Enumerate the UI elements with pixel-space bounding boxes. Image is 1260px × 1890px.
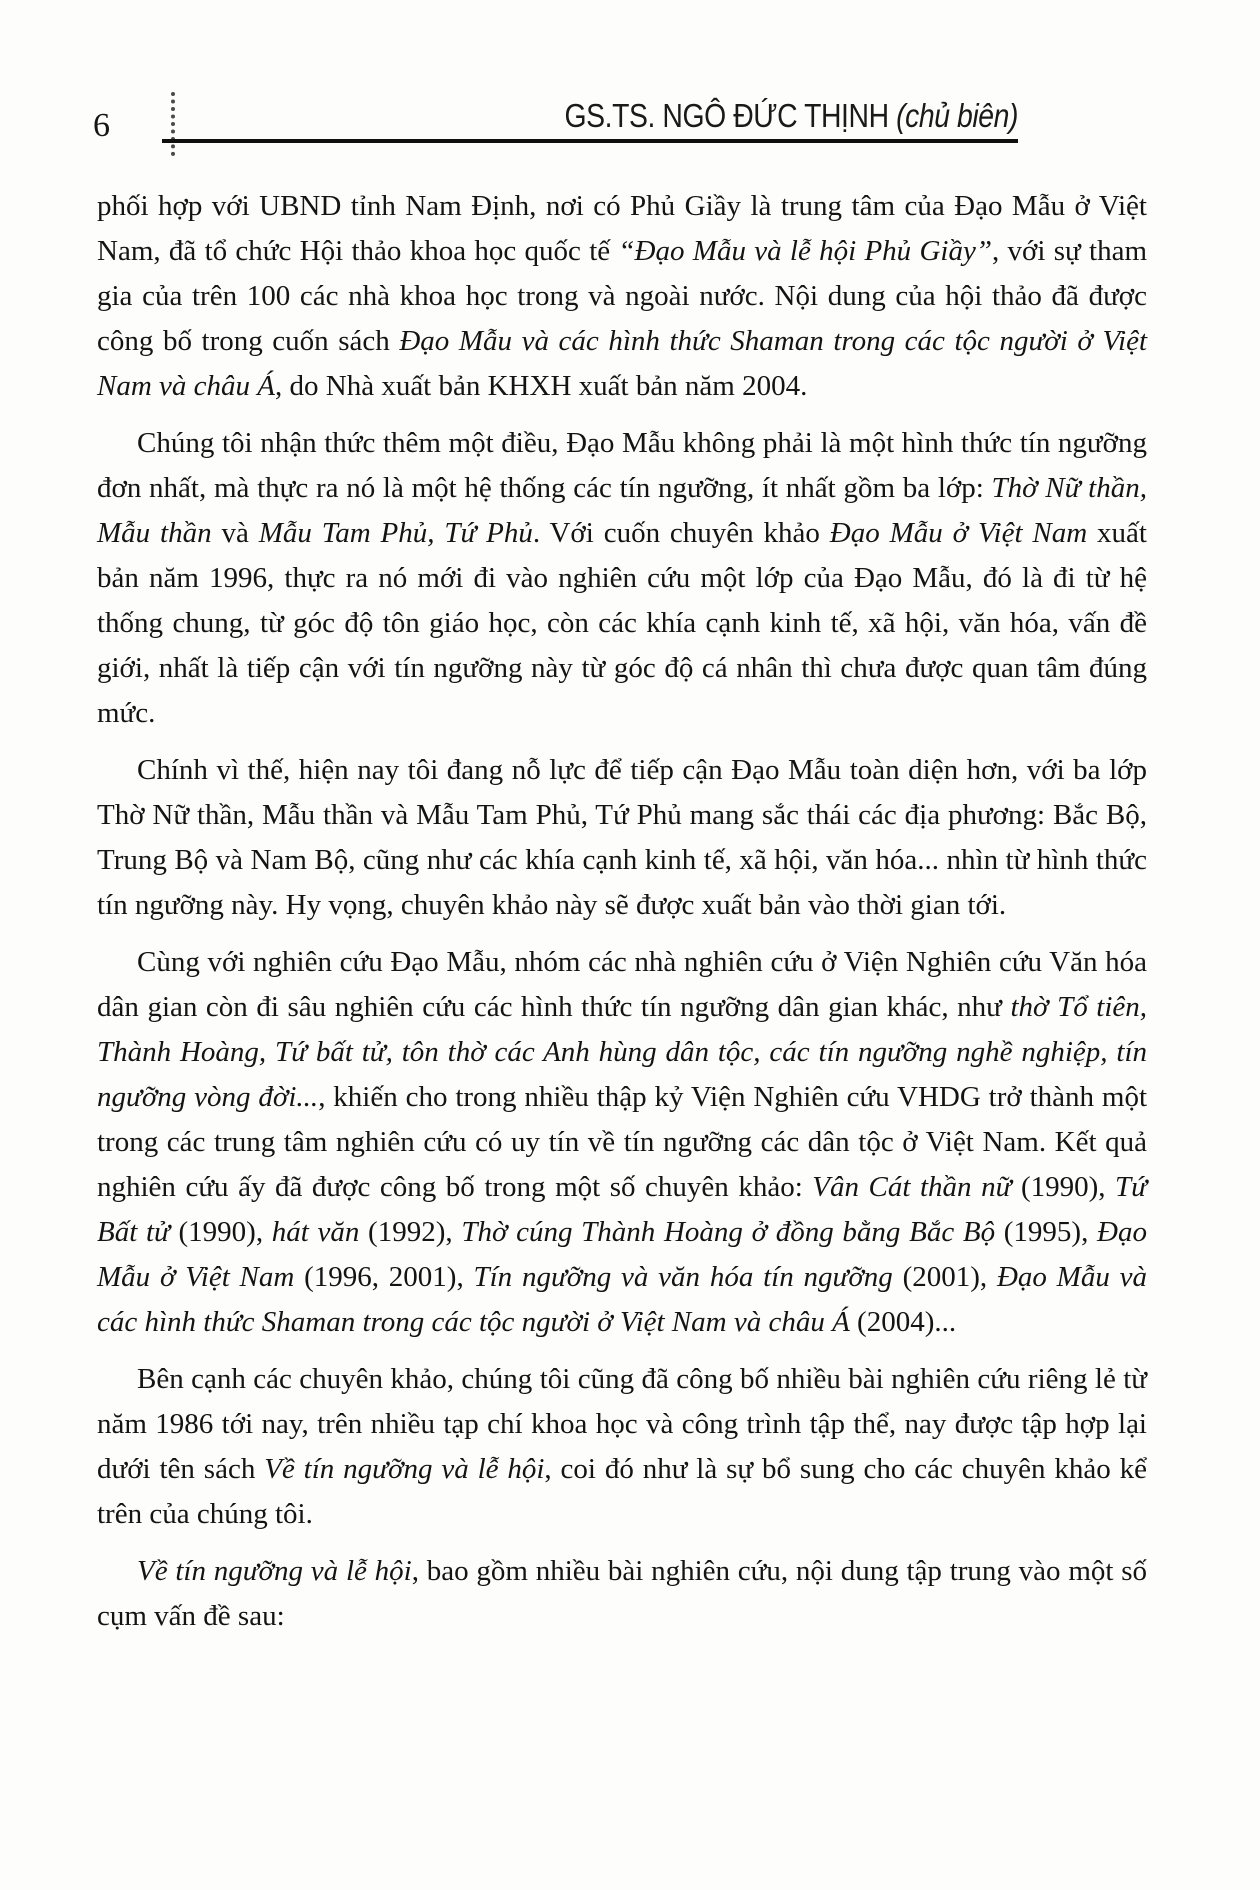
italic-run: Thờ Nữ thần, Mẫu thần (97, 472, 1147, 549)
italic-run: Về tín ngưỡng và lễ hội (264, 1453, 545, 1485)
text-run: và (211, 517, 259, 549)
paragraph (97, 421, 1147, 736)
header-author: GS.TS. NGÔ ĐỨC THỊNH (564, 97, 889, 134)
text-run: , với sự tham gia của trên 100 các nhà khoa học trong và ngoài nước. Nội dung của hội thảo đã được công bố trong cuốn sách (97, 235, 1147, 357)
italic-run: Tín ngưỡng và văn hóa tín ngưỡng (473, 1261, 893, 1293)
italic-run: hát văn (271, 1216, 360, 1248)
text-run: , khiến cho trong nhiều thập kỷ Viện Nghiên cứu VHDG trở thành một trong các trung tâm nghiên cứu có uy tín về tín ngưỡng các dân tộc ở Việt Nam. Kết quả nghiên cứu ấy đã được công bố trong một số chuyên khảo: (97, 1081, 1147, 1203)
text-run: Cùng với nghiên cứu Đạo Mẫu, nhóm các nhà nghiên cứu ở Viện Nghiên cứu Văn hóa dân gian còn đi sâu nghiên cứu các hình thức tín ngưỡng dân gian khác, như (97, 946, 1147, 1023)
text-run: (1990), (1011, 1171, 1116, 1203)
text-run: Bên cạnh các chuyên khảo, chúng tôi cũng đã công bố nhiều bài nghiên cứu riêng lẻ từ năm 1986 tới nay, trên nhiều tạp chí khoa học và công trình tập thể, nay được tập hợp lại dưới tên sách (97, 1363, 1147, 1485)
text-run: , do Nhà xuất bản KHXH xuất bản năm 2004. (275, 370, 808, 402)
body-paragraphs (97, 184, 1147, 1651)
paragraph (97, 184, 1147, 409)
italic-run: Đạo Mẫu ở Việt Nam (97, 1216, 1147, 1293)
italic-run: Đạo Mẫu và các hình thức Shaman trong các tộc người ở Việt Nam và châu Á (97, 1261, 1147, 1338)
running-header (143, 98, 1018, 134)
text-run: Chính vì thế, hiện nay tôi đang nỗ lực để tiếp cận Đạo Mẫu toàn diện hơn, với ba lớp Thờ Nữ thần, Mẫu thần và Mẫu Tam Phủ, Tứ Phủ mang sắc thái các địa phương: Bắc Bộ, Trung Bộ và Nam Bộ, cũng như các khía cạnh kinh tế, xã hội, văn hóa... nhìn từ hình thức tín ngưỡng này. Hy vọng, chuyên khảo này sẽ được xuất bản vào thời gian tới. (97, 754, 1147, 921)
text-run: (1990), (169, 1216, 272, 1248)
page-number: 6 (93, 107, 110, 144)
text-run: Chúng tôi nhận thức thêm một điều, Đạo Mẫu không phải là một hình thức tín ngưỡng đơn nhất, mà thực ra nó là một hệ thống các tín ngưỡng, ít nhất gồm ba lớp: (97, 427, 1147, 504)
paragraph (97, 940, 1147, 1345)
header-role: (chủ biên) (896, 97, 1018, 134)
text-run: (2001), (892, 1261, 997, 1293)
text-run: (1995), (995, 1216, 1098, 1248)
text-run: , coi đó như là sự bổ sung cho các chuyên khảo kể trên của chúng tôi. (97, 1453, 1147, 1530)
text-run: (2004)... (849, 1306, 957, 1338)
italic-run: Về tín ngưỡng và lễ hội (137, 1555, 412, 1587)
italic-run: Đạo Mẫu ở Việt Nam (829, 517, 1088, 549)
paragraph (97, 1357, 1147, 1537)
header-rule (162, 139, 1018, 143)
text-run: phối hợp với UBND tỉnh Nam Định, nơi có Phủ Giầy là trung tâm của Đạo Mẫu ở Việt Nam, đã tổ chức Hội thảo khoa học quốc tế (97, 190, 1147, 267)
italic-run: Thờ cúng Thành Hoàng ở đồng bằng Bắc Bộ (461, 1216, 996, 1248)
italic-run: thờ Tổ tiên, Thành Hoàng, Tứ bất tử, tôn thờ các Anh hùng dân tộc, các tín ngưỡng nghề nghiệp, tín ngưỡng vòng đời... (97, 991, 1147, 1113)
italic-run: Tứ Bất tử (97, 1171, 1147, 1248)
text-run: xuất bản năm 1996, thực ra nó mới đi vào nghiên cứu một lớp của Đạo Mẫu, đó là đi từ hệ thống chung, từ góc độ tôn giáo học, còn các khía cạnh kinh tế, xã hội, văn hóa, vấn đề giới, nhất là tiếp cận với tín ngưỡng này từ góc độ cá nhân thì chưa được quan tâm đúng mức. (97, 517, 1147, 729)
text-run: , bao gồm nhiều bài nghiên cứu, nội dung tập trung vào một số cụm vấn đề sau: (97, 1555, 1147, 1632)
paragraph (97, 1549, 1147, 1639)
italic-run: Đạo Mẫu và các hình thức Shaman trong các tộc người ở Việt Nam và châu Á (97, 325, 1147, 402)
text-run: (1992), (359, 1216, 462, 1248)
text-run: . Với cuốn chuyên khảo (532, 517, 830, 549)
italic-run: Vân Cát thần nữ (812, 1171, 1012, 1203)
italic-run: Mẫu Tam Phủ, Tứ Phủ (258, 517, 533, 549)
italic-run: “Đạo Mẫu và lễ hội Phủ Giầy” (618, 235, 992, 267)
text-run: (1996, 2001), (294, 1261, 474, 1293)
paragraph (97, 748, 1147, 928)
